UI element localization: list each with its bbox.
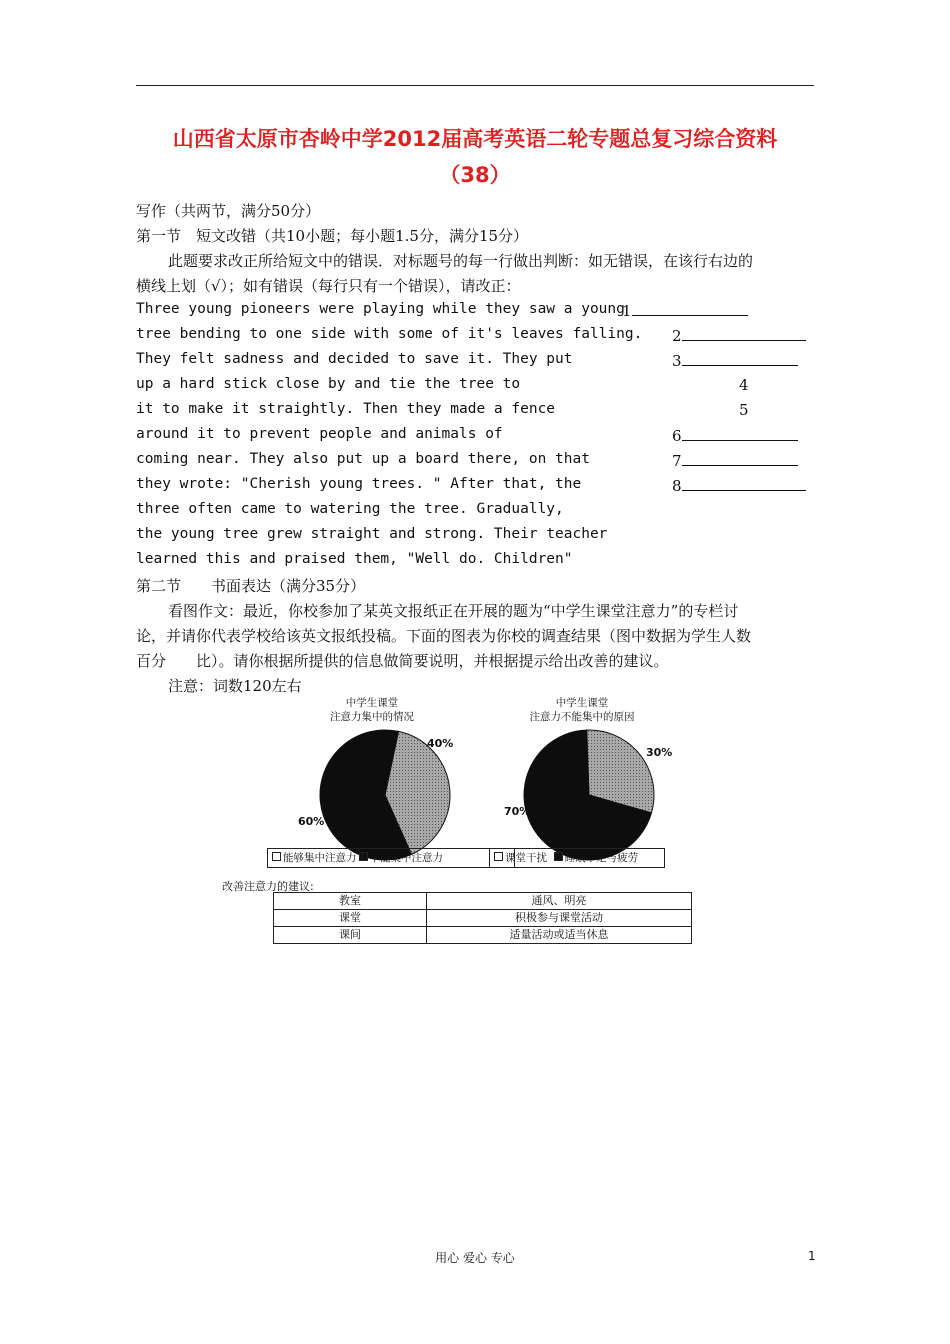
suggestions-table (273, 892, 692, 944)
pie-chart-2 (522, 728, 656, 862)
pie-1-legend: 能够集中注意力 不能集中注意力 (267, 848, 515, 868)
table-cell: 适量活动或适当休息 (427, 927, 692, 944)
part1-heading: 第一节 短文改错（共10小题；每小题1.5分，满分15分） (136, 227, 529, 245)
passage-line-2: tree bending to one side with some of it's leaves falling. (136, 326, 643, 342)
suggestions-title: 改善注意力的建议: (222, 880, 314, 893)
passage-line-5: it to make it straightly. Then they made a fence (136, 401, 556, 417)
answer-6[interactable]: 6 (672, 426, 798, 445)
answer-4: 4 (739, 376, 749, 394)
legend-square-filled-icon (359, 852, 368, 861)
document-title: 山西省太原市杏岭中学2012届高考英语二轮专题总复习综合资料 (172, 127, 778, 151)
header-rule (136, 85, 814, 86)
table-row (274, 910, 692, 927)
pie-1-label-60: 60% (298, 815, 325, 828)
pie-1-label-40: 40% (427, 737, 454, 750)
answer-2[interactable]: 2 (672, 326, 806, 345)
passage-line-11: learned this and praised them, "Well do. Children" (136, 551, 573, 567)
part2-heading: 第二节 书面表达（满分35分） (136, 577, 366, 595)
table-cell: 积极参与课堂活动 (427, 910, 692, 927)
answer-3[interactable]: 3 (672, 351, 798, 370)
table-row (274, 893, 692, 910)
document-title-number: （38） (439, 163, 511, 187)
page-number: 1 (808, 1249, 816, 1263)
pie-2-label-30: 30% (646, 746, 673, 759)
passage-line-6: around it to prevent people and animals of (136, 426, 503, 442)
footer-text: 用心 爱心 专心 (435, 1251, 515, 1265)
pie-2-legend: 课堂干扰 睡眠不足与疲劳 (489, 848, 665, 868)
table-cell: 课堂 (274, 910, 427, 927)
answer-7[interactable]: 7 (672, 451, 798, 470)
passage-line-1: Three young pioneers were playing while they saw a young (136, 301, 625, 317)
part2-desc-1: 看图作文：最近，你校参加了某英文报纸正在开展的题为“中学生课堂注意力”的专栏讨 (168, 602, 739, 620)
part2-desc-3: 百分 比）。请你根据所提供的信息做简要说明，并根据提示给出改善的建议。 (136, 652, 669, 670)
passage-line-10: the young tree grew straight and strong. Their teacher (136, 526, 608, 542)
part2-note: 注意：词数120左右 (168, 677, 302, 695)
instructions-line-1: 此题要求改正所给短文中的错误．对标题号的每一行做出判断：如无错误，在该行右边的 (168, 252, 754, 270)
table-cell: 教室 (274, 893, 427, 910)
passage-line-3: They felt sadness and decided to save it. They put (136, 351, 573, 367)
pie-2-title: 中学生课堂 注意力不能集中的原因 (529, 697, 635, 723)
table-cell: 课间 (274, 927, 427, 944)
passage-line-4: up a hard stick close by and tie the tree to (136, 376, 521, 392)
table-row (274, 927, 692, 944)
part2-desc-2: 论，并请你代表学校给该英文报纸投稿。下面的图表为你校的调查结果（图中数据为学生人数 (136, 627, 752, 645)
pie-2-label-70: 70% (504, 805, 531, 818)
answer-1[interactable]: 1 (622, 301, 748, 320)
instructions-line-2: 横线上划（√）；如有错误（每行只有一个错误），请改正： (136, 277, 521, 295)
legend-square-open-icon (494, 852, 503, 861)
writing-heading: 写作（共两节，满分50分） (136, 202, 321, 220)
table-cell: 通风、明亮 (427, 893, 692, 910)
survey-figure (216, 694, 726, 956)
answer-5: 5 (739, 401, 749, 419)
passage-line-7: coming near. They also put up a board there, on that (136, 451, 590, 467)
answer-8[interactable]: 8 (672, 476, 806, 495)
pie-1-title: 中学生课堂 注意力集中的情况 (330, 697, 414, 723)
passage-line-9: three often came to watering the tree. Gradually, (136, 501, 564, 517)
legend-square-open-icon (272, 852, 281, 861)
legend-square-filled-icon (554, 852, 563, 861)
passage-line-8: they wrote: "Cherish young trees. " After that, the (136, 476, 582, 492)
